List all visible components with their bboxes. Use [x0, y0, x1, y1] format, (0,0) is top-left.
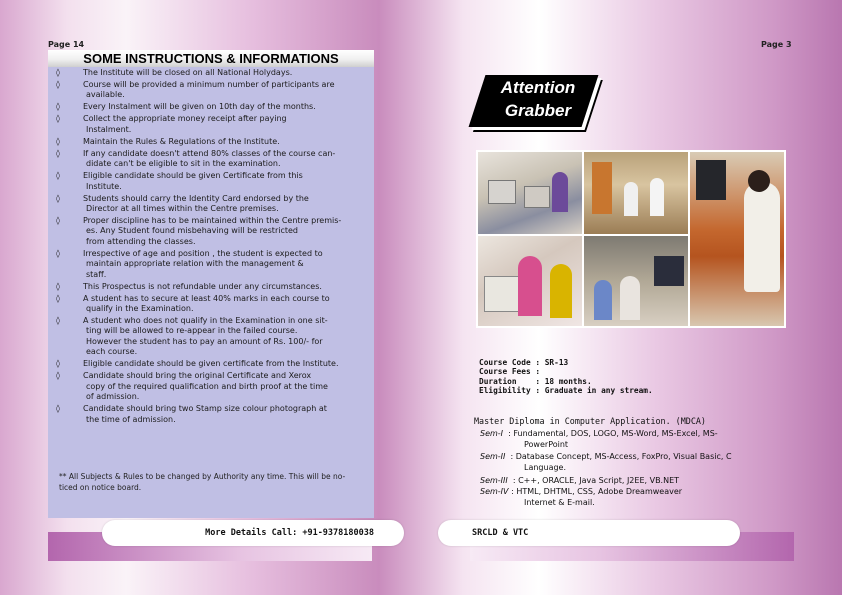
diamond-bullet-icon: ◊: [56, 148, 60, 158]
diamond-bullet-icon: ◊: [56, 281, 60, 291]
instruction-item: ◊ Candidate should bring the original Certificate and Xerox copy of the required qualification and birth proof at the time of admission.: [56, 371, 328, 402]
instruction-item: ◊ Irrespective of age and position , the student is expected to maintain appropriate relation with the management & staff.: [56, 248, 323, 279]
instruction-item: ◊ Course will be provided a minimum number of participants are available.: [56, 80, 335, 100]
diamond-bullet-icon: ◊: [56, 216, 60, 226]
course-row: Duration : 18 months.: [479, 376, 592, 386]
diamond-bullet-icon: ◊: [56, 80, 60, 89]
instructions-list: [56, 68, 368, 427]
right-page-number: Page 3: [761, 40, 792, 49]
diamond-bullet-icon: ◊: [56, 316, 60, 326]
diamond-bullet-icon: ◊: [56, 193, 60, 203]
institute-footer: SRCLD & VTC: [438, 520, 740, 546]
semester-2: Sem-II : Database Concept, MS-Access, FoxPro, Visual Basic, C Language.: [480, 452, 732, 472]
instruction-item: ◊ This Prospectus is not refundable under any circumstances.: [56, 281, 322, 291]
semester-4: Sem-IV : HTML, DHTML, CSS, Adobe Dreamweaver Internet & E-mail.: [480, 487, 683, 507]
computer-lab-photo: [476, 150, 786, 328]
instruction-item: ◊ A student has to secure at least 40% marks in each course to qualify in the Examination.: [56, 293, 330, 314]
mdca-title: Master Diploma in Computer Application. (MDCA): [474, 416, 706, 426]
instruction-item: ◊ Proper discipline has to be maintained within the Centre premis- es. Any Student found misbehaving will be restricted from attending the classes.: [56, 216, 342, 246]
course-row: Course Fees :: [479, 367, 545, 377]
attention-badge: Attention Grabber: [500, 78, 576, 120]
diamond-bullet-icon: ◊: [56, 68, 60, 77]
diamond-bullet-icon: ◊: [56, 248, 60, 258]
diamond-bullet-icon: ◊: [56, 371, 60, 381]
diamond-bullet-icon: ◊: [56, 102, 60, 112]
instructions-title: SOME INSTRUCTIONS & INFORMATIONS: [48, 50, 374, 67]
course-details: [479, 358, 653, 396]
diamond-bullet-icon: ◊: [56, 293, 60, 303]
diamond-bullet-icon: ◊: [56, 171, 60, 181]
semester-1: Sem-I : Fundamental, DOS, LOGO, MS-Word, MS-Excel, MS- PowerPoint: [480, 429, 718, 449]
diamond-bullet-icon: ◊: [56, 136, 60, 146]
contact-footer: More Details Call: +91-9378180038: [102, 520, 404, 546]
instructions-note: ** All Subjects & Rules to be changed by Authority any time. This will be no- ticed on notice board.: [59, 472, 346, 492]
instruction-item: ◊ Students should carry the Identity Card endorsed by the Director at all times within the Centre premises.: [56, 193, 309, 214]
instruction-item: ◊ Eligible candidate should be given certificate from the Institute.: [56, 359, 339, 369]
course-row: Course Code : SR-13: [479, 358, 569, 367]
diamond-bullet-icon: ◊: [56, 114, 60, 124]
instruction-item: ◊ A student who does not qualify in the Examination in one sit- ting will be allowed to re-appear in the failed course. However the student has to pay an amount of Rs. 100/- for each course.: [56, 316, 328, 357]
instruction-item: ◊ Collect the appropriate money receipt after paying Instalment.: [56, 114, 287, 134]
instruction-item: ◊ Candidate should bring two Stamp size colour photograph at the time of admission.: [56, 404, 327, 424]
left-page-number: Page 14: [48, 40, 85, 49]
instruction-item: ◊ Every Instalment will be given on 10th day of the months.: [56, 102, 316, 112]
diamond-bullet-icon: ◊: [56, 359, 60, 369]
diamond-bullet-icon: ◊: [56, 404, 60, 414]
semester-3: Sem-III : C++, ORACLE, Java Script, J2EE, VB.NET: [480, 476, 680, 485]
instruction-item: ◊ If any candidate doesn't attend 80% classes of the course can- didate can't be eligible to sit in the examination.: [56, 148, 336, 169]
instruction-item: ◊ Eligible candidate should be given Certificate from this Institute.: [56, 171, 303, 191]
instruction-item: ◊ Maintain the Rules & Regulations of the Institute.: [56, 136, 280, 146]
instruction-item: ◊ The Institute will be closed on all National Holydays.: [56, 68, 293, 77]
course-row: Eligibility : Graduate in any stream.: [479, 386, 653, 396]
